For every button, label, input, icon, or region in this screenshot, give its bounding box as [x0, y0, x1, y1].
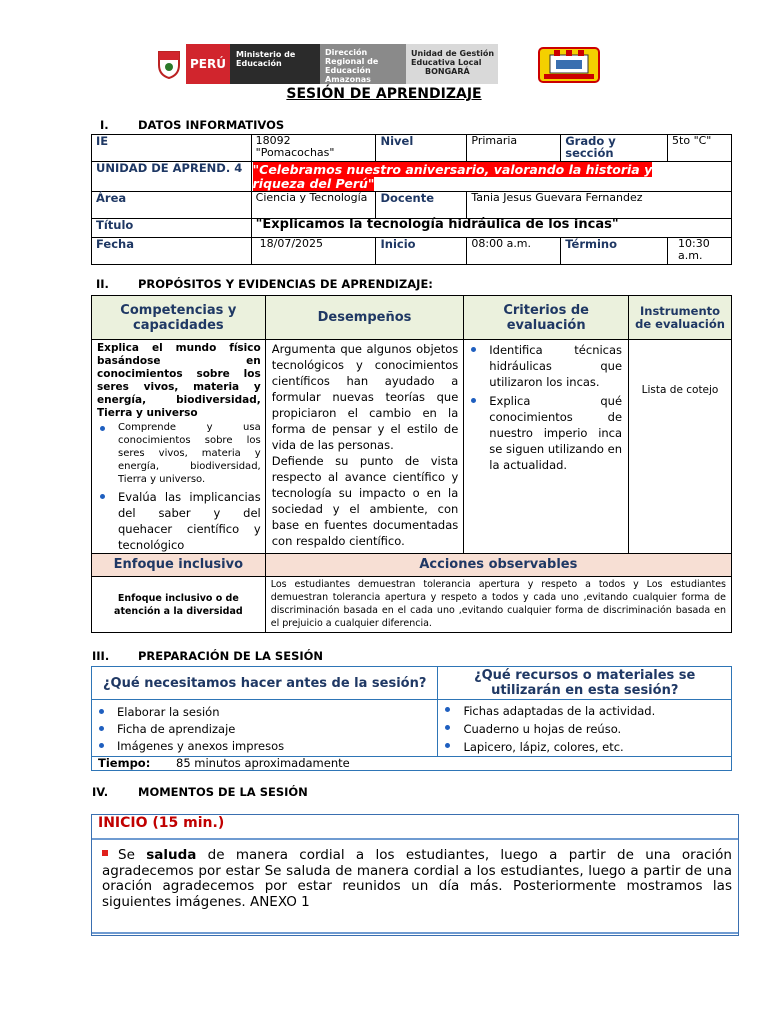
inicio-paragraph — [102, 848, 732, 910]
enfoque-name: Enfoque inclusivo o de atención a la diversidad — [92, 577, 266, 633]
section-4-title: MOMENTOS DE LA SESIÓN — [138, 785, 308, 799]
section-2-number: II. — [96, 277, 109, 291]
inicio-text-bold: saluda — [146, 847, 197, 863]
section-2-title: PROPÓSITOS Y EVIDENCIAS DE APRENDIZAJE: — [138, 277, 433, 291]
docente-value: Tania Jesus Guevara Fernandez — [467, 192, 732, 219]
antes-item: Imágenes y anexos impresos — [96, 738, 433, 755]
nivel-value: Primaria — [467, 135, 561, 162]
inicio-text-post: de manera cordial a los estudiantes, luego a partir de una oración agradecemos por estar Se saluda de manera cordial a los estudiantes, luego a partir de una oración agradecemos por estar reunidos un día más. Posteriormente mostramos las siguientes imágenes. ANEXO 1 — [102, 847, 732, 910]
acciones-header: Acciones observables — [265, 554, 731, 577]
question-recursos: ¿Qué recursos o materiales se utilizarán en esta sesión? — [438, 667, 732, 700]
capacidad-item: Evalúa las implicancias del saber y del quehacer científico y tecnológico — [97, 489, 261, 553]
square-bullet-icon — [102, 850, 108, 856]
docente-label: Docente — [376, 192, 467, 219]
ie-label: IE — [92, 135, 252, 162]
inicio-bottom-line — [92, 932, 738, 934]
area-value: Ciencia y Tecnología — [251, 192, 376, 219]
titulo-value: "Explicamos la tecnología hidráulica de los incas" — [251, 219, 731, 238]
col-criterios: Criterios de evaluación — [464, 296, 629, 340]
section-4-number: IV. — [92, 785, 109, 799]
recurso-item: Fichas adaptadas de la actividad. — [442, 702, 727, 720]
section-2-heading — [96, 277, 433, 291]
ministerio-label: Ministerio de Educación — [230, 44, 320, 84]
section-3-number: III. — [92, 649, 110, 663]
nivel-label: Nivel — [376, 135, 467, 162]
inicio-text-pre: Se — [118, 847, 135, 863]
question-antes: ¿Qué necesitamos hacer antes de la sesión? — [92, 667, 438, 700]
capacidades-list — [97, 421, 261, 553]
document-title: SESIÓN DE APRENDIZAJE — [286, 86, 482, 102]
datos-informativos-table — [91, 134, 732, 265]
inicio-label: Inicio — [376, 238, 467, 265]
preparacion-table — [91, 666, 732, 771]
section-3-heading — [92, 649, 323, 663]
fecha-label: Fecha — [92, 238, 252, 265]
ugel-label — [406, 44, 498, 84]
acciones-text: Los estudiantes demuestran tolerancia apertura y respeto a todos y Los estudiantes demuestran tolerancia apertura y respeto a todos y cada uno ,evitando cualquier forma de discriminación basada en el cada uno ,evitando cualquier forma de discriminación basada en el prejuicio a cualquier diferencia. — [265, 577, 731, 633]
ugel-line-1: Unidad de Gestión — [411, 49, 495, 58]
section-4-heading — [92, 785, 308, 799]
propositos-table — [91, 295, 732, 633]
peru-label: PERÚ — [186, 44, 230, 84]
section-1-title: DATOS INFORMATIVOS — [138, 118, 285, 132]
instrumento-value: Lista de cotejo — [629, 340, 732, 554]
recurso-item: Lapicero, lápiz, colores, etc. — [442, 738, 727, 756]
section-1-heading — [100, 118, 284, 132]
competencia-text: Explica el mundo físico basándose en conocimientos sobre los seres vivos, materia y energía, biodiversidad, Tierra y universo — [97, 342, 261, 419]
grado-label: Grado y sección — [561, 135, 668, 162]
inicio-divider — [92, 838, 738, 840]
recursos-list — [442, 702, 727, 756]
ugel-line-3: BONGARÁ — [425, 67, 470, 76]
antes-item: Ficha de aprendizaje — [96, 721, 433, 738]
recurso-item: Cuaderno u hojas de reúso. — [442, 720, 727, 738]
criterio-item: Identifica técnicas hidráulicas que utilizaron los incas. — [468, 342, 622, 390]
section-3-title: PREPARACIÓN DE LA SESIÓN — [138, 649, 324, 663]
dre-label: Dirección Regional de Educación Amazonas — [320, 44, 406, 84]
antes-item: Elaborar la sesión — [96, 704, 433, 721]
criterios-list — [468, 342, 622, 473]
tiempo-value: 85 minutos aproximadamente — [176, 756, 350, 770]
tiempo-row — [92, 757, 732, 771]
enfoque-header: Enfoque inclusivo — [92, 554, 266, 577]
tiempo-label: Tiempo: — [98, 756, 151, 770]
col-desempenos: Desempeños — [265, 296, 464, 340]
peru-shield-icon — [152, 44, 186, 84]
col-competencias: Competencias y capacidades — [92, 296, 266, 340]
criterio-item: Explica qué conocimientos de nuestro imperio inca se siguen utilizando en la actualidad. — [468, 393, 622, 473]
desempeno-2: Defiende su punto de vista respecto al avance científico y tecnología su impacto o en la sociedad y el ambiente, con base en fuentes documentadas con respaldo científico. — [271, 454, 459, 548]
inicio-title: INICIO (15 min.) — [98, 815, 225, 831]
grado-value: 5to "C" — [668, 135, 732, 162]
unidad-value: "Celebramos nuestro aniversario, valorando la historia y riqueza del Perú" — [252, 162, 653, 191]
header-logo-strip — [152, 44, 498, 84]
titulo-label: Título — [92, 219, 252, 238]
area-label: Área — [92, 192, 252, 219]
school-logo-icon — [538, 47, 600, 83]
ie-value: 18092 "Pomacochas" — [251, 135, 376, 162]
ugel-line-2: Educativa Local — [411, 58, 482, 67]
fecha-value: 18/07/2025 — [251, 238, 376, 265]
unidad-label: UNIDAD DE APREND. 4 — [92, 162, 252, 192]
termino-label: Término — [561, 238, 668, 265]
col-instrumento: Instrumento de evaluación — [629, 296, 732, 340]
termino-value: 10:30 a.m. — [668, 238, 732, 265]
desempeno-1: Argumenta que algunos objetos tecnológicos y conocimientos científicos han ayudado a formular nuevas teorías que propiciaron el cambio en la forma de pensar y el estilo de vida de las personas. — [271, 342, 459, 452]
antes-list — [96, 704, 433, 755]
inicio-value: 08:00 a.m. — [467, 238, 561, 265]
capacidad-item: Comprende y usa conocimientos sobre los seres vivos, materia y energía, biodiversidad, Tierra y universo. — [97, 421, 261, 486]
section-1-number: I. — [100, 118, 109, 132]
